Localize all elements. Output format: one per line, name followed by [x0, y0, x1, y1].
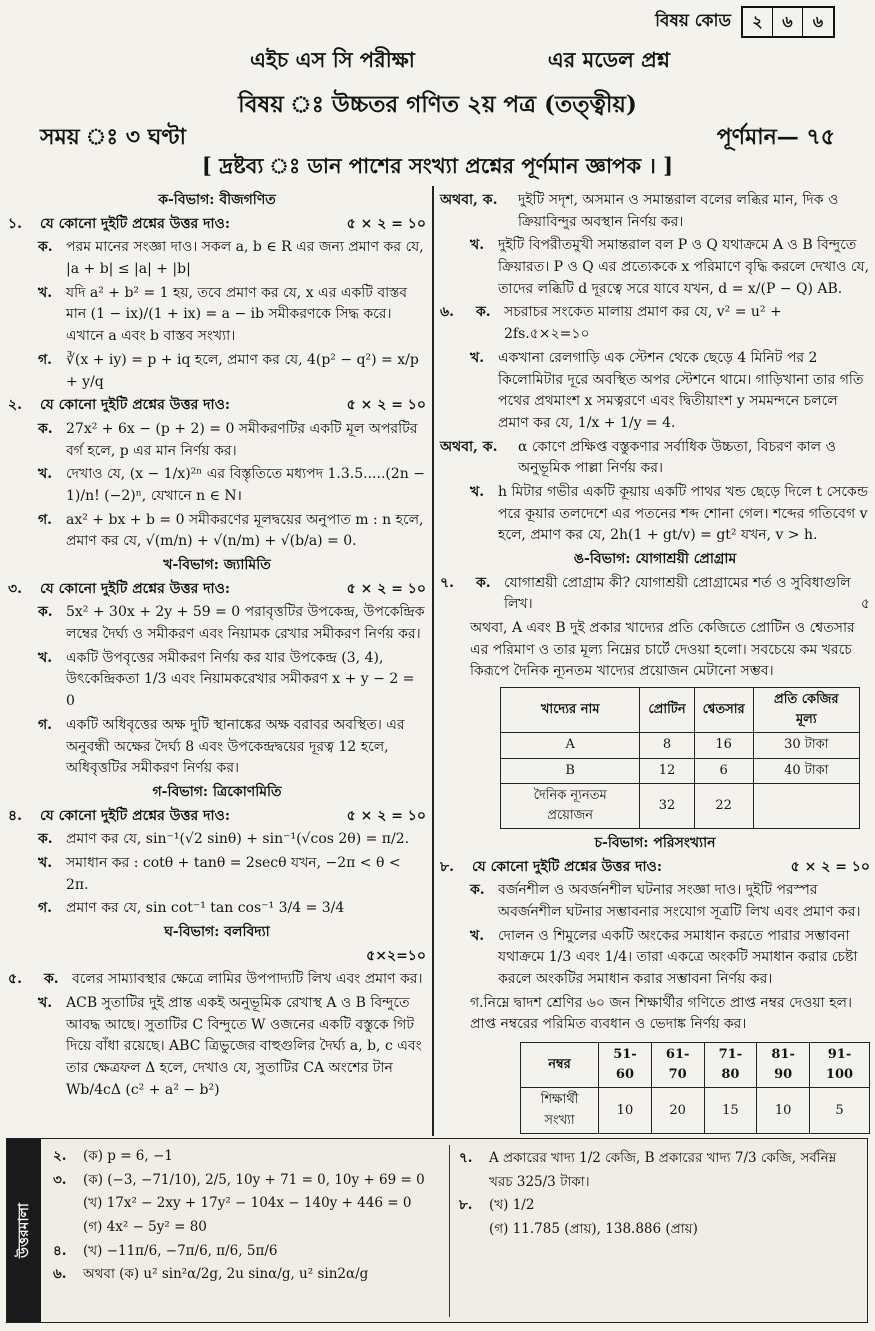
table-row	[521, 1088, 870, 1133]
sub-text: ∛(x + iy) = p + iq হলে, প্রমাণ কর যে, 4(p² − q²) = x/p + y/q	[66, 351, 419, 390]
full-marks: পূর্ণমান— ৭৫	[716, 124, 835, 150]
answer-list-right	[459, 1147, 849, 1242]
sub-question	[8, 993, 426, 1101]
sub-label: ক.	[44, 971, 59, 988]
sub-text: বর্জনশীল ও অবর্জনশীল ঘটনার সংজ্ঞা দাও। দুইটি পরস্পর অবর্জনশীল ঘটনার সম্ভাবনার সংযোগ সূত্রটি লিখ এবং প্রমাণ কর।	[498, 882, 861, 921]
table-header: প্রতি কেজির মূল্য	[753, 688, 859, 733]
answer-item	[53, 1263, 443, 1287]
exam-title-left: এইচ এস সি পরীক্ষা	[250, 47, 415, 72]
sub-label: ক.	[476, 304, 491, 321]
table-cell: 12	[640, 758, 694, 783]
table-cell: 22	[694, 783, 753, 828]
sub-question	[440, 302, 870, 345]
section-heading: ঘ-বিভাগ: বলবিদ্যা	[164, 924, 270, 940]
question-number: ২.	[8, 397, 22, 414]
table-cell: দৈনিক ন্যূনতম প্রয়োজন	[501, 783, 640, 828]
question-number: ৭.	[440, 574, 454, 591]
sub-text: দুইটি বিপরীতমুখী সমান্তরাল বল P ও Q যথাক্রমে A ও B বিন্দুতে ক্রিয়ারত। P ও Q এর প্রত্যেককে x পরিমাণে বৃদ্ধি করলে দেখাও যে, তাদের লব্ধিটি d দূরত্বে সরে যাবে যখন, d = x/(P − Q) AB.	[498, 237, 870, 297]
answer-text: (খ) 1/2	[489, 1197, 535, 1214]
sub-question	[440, 880, 870, 923]
sub-text: প্রমাণ কর যে, sin cot⁻¹ tan cos⁻¹ 3/4 = 3/4	[66, 900, 345, 917]
answer-item	[53, 1192, 443, 1216]
question-number: ৬.	[440, 304, 454, 321]
table-header: 51-60	[599, 1043, 652, 1088]
sub-label: খ.	[470, 927, 485, 944]
sub-question	[8, 853, 426, 896]
table-header: প্রোটিন	[640, 688, 694, 733]
table-cell: 10	[757, 1088, 810, 1133]
question-header	[8, 395, 426, 417]
exam-title-right: এর মডেল প্রশ্ন	[547, 47, 670, 72]
sub-question	[440, 482, 870, 547]
alt-question-text: অথবা, A এবং B দুই প্রকার খাদ্যের প্রতি কেজিতে প্রোটিন ও শ্বেতসার এর পরিমাণ ও তার মূল্য নিম্নের চার্টে দেওয়া হলো। সবচেয়ে কম খরচে কিরূপে দৈনিক ন্যূনতম খাদ্যের প্রয়োজন মেটানো সম্ভব।	[470, 620, 855, 680]
sub-question	[8, 829, 426, 851]
sub-question	[440, 190, 870, 233]
sub-question	[8, 283, 426, 348]
table-header: 61-70	[651, 1043, 704, 1088]
sub-label: গ.	[38, 351, 53, 368]
sub-label: খ.	[470, 483, 485, 500]
sub-label: খ.	[38, 649, 53, 666]
answer-item	[459, 1218, 849, 1242]
answer-item	[459, 1147, 849, 1194]
sub-question	[8, 898, 426, 920]
answer-text: (ক) p = 6, −1	[83, 1148, 173, 1164]
sub-question	[440, 926, 870, 991]
sub-label: গ.	[38, 900, 53, 917]
sub-text: দুইটি সদৃশ, অসমান ও সমান্তরাল বলের লব্ধির মান, দিক ও ক্রিয়াবিন্দুর অবস্থান নির্ণয় কর।	[518, 192, 839, 230]
answer-text: (খ) 17x² − 2xy + 17y² − 104x − 140y + 446 = 0	[83, 1195, 412, 1212]
sub-text: একখানা রেলগাড়ি এক স্টেশন থেকে ছেড়ে 4 মিনিট পর 2 কিলোমিটার দূরে অবস্থিত অপর স্টেশনে থামে। গাড়িখানা তার গতি পথের প্রথমাংশ x সমত্বরণে এবং দ্বিতীয়াংশ y সমমন্দনে চললে প্রমাণ কর যে, 1/x + 1/y = 4.	[498, 349, 864, 431]
sub-text: ax² + bx + b = 0 সমীকরণের মূলদ্বয়ের অনুপাত m : n হলে, প্রমাণ কর যে, √(m/n) + √(n/m) + √(b/a) = 0.	[66, 511, 424, 550]
question-header	[440, 857, 870, 879]
sub-label: গ.	[38, 511, 53, 528]
marks-table	[520, 1042, 870, 1134]
sub-text: একটি অধিবৃত্তের অক্ষ দুটি স্থানাঙ্কের অক্ষ বরাবর অবস্থিত। এর অনুবন্ধী অক্ষের দৈর্ঘ্য 8 এবং উপকেন্দ্রদ্বয়ের দূরত্ব 12 হলে, অধিবৃত্তটির সমীকরণ নির্ণয় কর।	[66, 716, 405, 777]
table-header-row	[501, 688, 860, 733]
sub-label: ক.	[38, 604, 53, 621]
question-instruction: যে কোনো দুইটি প্রশ্নের উত্তর দাও:	[471, 858, 663, 875]
sub-text	[504, 573, 870, 616]
subject-title: বিষয় ঃ উচ্চতর গণিত ২য় পত্র (তত্ত্বীয়)	[238, 91, 637, 118]
answer-text: (গ) 4x² − 5y² = 80	[83, 1218, 207, 1235]
sub-text: সমাধান কর : cotθ + tanθ = 2secθ যখন, −2π < θ < 2π.	[66, 854, 401, 893]
sub-text: ACB সুতাটির দুই প্রান্ত একই অনুভূমিক রেখাস্থ A ও B বিন্দুতে আবদ্ধ আছে। সুতাটির C বিন্দুতে W ওজনের একটি বস্তুকে গিট দিয়ে বাঁধা রয়েছে। ABC ত্রিভুজের বাহুগুলির দৈর্ঘ্য a, b, c এবং তার ক্ষেত্রফল Δ হলে, দেখাও যে, সুতাটির CA অংশের টান Wb/4cΔ (c² + a² − b²)	[66, 995, 422, 1098]
section-heading: চ-বিভাগ: পরিসংখ্যান	[594, 834, 716, 851]
question-header	[8, 579, 426, 601]
sub-label: অথবা, ক.	[440, 438, 498, 455]
table-row	[501, 758, 860, 783]
code-digit: ৬	[812, 11, 824, 31]
sub-question	[440, 235, 870, 300]
sub-text: 5x² + 30x + 2y + 59 = 0 পরাবৃত্তটির উপকেন্দ্র, উপকেন্দ্রিক লম্বের দৈর্ঘ্য ও সমীকরণ এবং নিয়ামক রেখার সমীকরণ নির্ণয় কর।	[66, 604, 425, 643]
section-heading: ঙ-বিভাগ: যোগাশ্রয়ী প্রোগ্রাম	[573, 551, 737, 567]
sub-label: ক.	[476, 574, 491, 591]
exam-time: সময় ঃ ৩ ঘণ্টা	[40, 124, 186, 150]
sub-question	[8, 464, 426, 507]
section-heading: গ-বিভাগ: ত্রিকোণমিতি	[152, 783, 282, 800]
answer-number: ৩.	[53, 1171, 67, 1188]
sub-question	[440, 573, 870, 616]
subject-code-box	[655, 6, 835, 38]
sub-question: গ.নিম্নে দ্বাদশ শ্রেণির ৬০ জন শিক্ষার্থীর গণিতে প্রাপ্ত নম্বর দেওয়া হল। প্রাপ্ত নম্বরের পরিমিত ব্যবধান ও ভেদাঙ্ক নির্ণয় কর।	[470, 994, 852, 1033]
section-heading: খ-বিভাগ: জ্যামিতি	[163, 557, 271, 573]
answer-item	[53, 1169, 443, 1193]
sub-text: 27x² + 6x − (p + 2) = 0 সমীকরণটির একটি মূল অপরটির বর্গ হলে, p এর মান নির্ণয় কর।	[66, 420, 418, 459]
sub-text: যদি a² + b² = 1 হয়, তবে প্রমাণ কর যে, x এর একটি বাস্তব মান (1 − ix)/(1 + ix) = a − ib সমীকরণকে সিদ্ধ করে। এখানে a এবং b বাস্তব সংখ্যা।	[66, 284, 408, 345]
sub-label: খ.	[38, 466, 53, 483]
question-header	[8, 806, 426, 828]
food-table	[500, 687, 860, 829]
question-instruction: যে কোনো দুইটি প্রশ্নের উত্তর দাও:	[39, 580, 231, 597]
sub-text: দেখাও যে, (x − 1/x)²ⁿ এর বিস্তৃতিতে মধ্যপদ 1.3.5.....(2n − 1)/n! (−2)ⁿ, যেখানে n ∈ N।	[66, 466, 425, 504]
answer-number: ৮.	[459, 1197, 473, 1214]
table-header: খাদ্যের নাম	[501, 688, 640, 733]
table-cell: 20	[651, 1088, 704, 1133]
question-number: ৮.	[440, 858, 454, 875]
sub-label: খ.	[38, 995, 53, 1012]
question-instruction: যে কোনো দুইটি প্রশ্নের উত্তর দাও:	[39, 215, 231, 232]
table-cell: 40 টাকা	[753, 758, 859, 783]
table-cell: 8	[640, 733, 694, 758]
sub-text: দোলন ও শিমুলের একটি অংকের সমাধান করতে পারার সম্ভাবনা যথাক্রমে 1/3 এবং 1/4। তারা একত্রে অংকটি সমাধান করার চেষ্টা করলে অংকটির সমাধান করার সম্ভাবনা নির্ণয় কর।	[498, 927, 858, 988]
question-number: ৩.	[8, 580, 22, 597]
question-marks: ৫ × ২ = ১০	[346, 807, 426, 824]
answer-text: A প্রকারের খাদ্য 1/2 কেজি, B প্রকারের খাদ্য 7/3 কেজি, সর্বনিম্ন খরচ 325/3 টাকা।	[489, 1150, 837, 1190]
question-marks: ৫ × ২ = ১০	[346, 215, 426, 232]
answer-item	[53, 1145, 443, 1169]
answer-list-left	[53, 1145, 443, 1287]
sub-label: ক.	[38, 420, 53, 437]
table-header-row	[521, 1043, 870, 1088]
question-header	[8, 214, 426, 236]
sub-question	[440, 437, 870, 480]
question-marks: ৫ × ২ = ১০	[790, 858, 870, 875]
sub-text: বলের সাম্যাবস্থার ক্ষেত্রে লামির উপপাদ্যটি লিখ এবং প্রমাণ কর।	[72, 971, 423, 988]
column-divider	[432, 186, 434, 1136]
table-cell: 30 টাকা	[753, 733, 859, 758]
table-cell	[753, 783, 859, 828]
answer-text: অথবা (ক) u² sin²α/2g, 2u sinα/g, u² sin2α/g	[83, 1266, 369, 1283]
sub-label: ক.	[470, 882, 485, 899]
sub-text: পরম মানের সংজ্ঞা দাও। সকল a, b ∈ R এর জন্য প্রমাণ কর যে, |a + b| ≤ |a| + |b|	[66, 239, 424, 278]
sub-label: ক.	[38, 831, 53, 848]
table-row	[501, 783, 860, 828]
section-heading: ক-বিভাগ: বীজগণিত	[158, 192, 276, 208]
table-cell: 10	[599, 1088, 652, 1133]
code-digit: ২	[743, 8, 773, 36]
table-header: নম্বর	[521, 1043, 599, 1088]
table-cell: 6	[694, 758, 753, 783]
table-cell: 5	[809, 1088, 869, 1133]
sub-label: খ.	[470, 237, 485, 254]
sub-marks: ৫	[860, 596, 870, 613]
question-instruction: যে কোনো দুইটি প্রশ্নের উত্তর দাও:	[39, 397, 231, 414]
answer-number	[459, 1218, 481, 1242]
exam-title	[250, 44, 670, 79]
answer-key-label: উত্তরমালা	[16, 1203, 32, 1258]
sub-text: সচরাচর সংকেত মালায় প্রমাণ কর যে, v² = u² + 2fs.৫×২=১০	[504, 304, 782, 343]
sub-question	[8, 350, 426, 393]
sub-label: খ.	[38, 284, 53, 301]
answer-text: (গ) 11.785 (প্রায়), 138.886 (প্রায়)	[489, 1220, 698, 1237]
question-marks: ৫×২=১০	[366, 947, 426, 964]
subject-code-digits	[741, 6, 835, 38]
sub-question	[8, 648, 426, 713]
answer-number: ৬.	[53, 1266, 67, 1283]
sub-question	[8, 969, 426, 991]
question-marks: ৫ × ২ = ১০	[346, 580, 426, 597]
sub-question	[8, 237, 426, 280]
question-number: ৫.	[8, 971, 22, 988]
table-cell: B	[501, 758, 640, 783]
subject-code-label: বিষয় কোড	[655, 11, 731, 31]
instruction-note: [ দ্রষ্টব্য ঃ ডান পাশের সংখ্যা প্রশ্নের পূর্ণমান জ্ঞাপক । ]	[201, 153, 674, 178]
answer-number: ৪.	[53, 1242, 67, 1259]
table-cell: 16	[694, 733, 753, 758]
sub-text-body: যোগাশ্রয়ী প্রোগ্রাম কী? যোগাশ্রয়ী প্রোগ্রামের শর্ত ও সুবিধাগুলি লিখ।	[504, 574, 851, 613]
answer-item	[53, 1216, 443, 1240]
right-column	[440, 188, 870, 1134]
sub-label: ক.	[38, 239, 53, 256]
sub-question	[440, 348, 870, 435]
table-header: শ্বেতসার	[694, 688, 753, 733]
question-number: ৪.	[8, 807, 22, 824]
answer-divider	[449, 1145, 450, 1317]
table-cell: 15	[704, 1088, 757, 1133]
answer-key-panel	[6, 1138, 868, 1323]
sub-question	[8, 419, 426, 462]
sub-text: α কোণে প্রক্ষিপ্ত বস্তুকণার সর্বাধিক উচ্চতা, বিচরণ কাল ও অনুভূমিক পাল্লা নির্ণয় কর।	[518, 438, 836, 477]
sub-question	[8, 602, 426, 645]
sub-text: প্রমাণ কর যে, sin⁻¹(√2 sinθ) + sin⁻¹(√cos 2θ) = π/2.	[66, 831, 410, 848]
question-marks: ৫ × ২ = ১০	[346, 397, 426, 414]
table-cell: A	[501, 733, 640, 758]
question-number: ১.	[8, 215, 22, 232]
answer-item	[459, 1194, 849, 1218]
table-cell: শিক্ষার্থী সংখ্যা	[521, 1088, 599, 1133]
sub-text: h মিটার গভীর একটি কূয়ায় একটি পাথর খন্ড ছেড়ে দিলে t সেকেন্ড পরে কূয়ার তলদেশে এর পতনের শব্দ শোনা গেল। শব্দের গতিবেগ v হলে, প্রমাণ কর যে, 2h(1 + gt/v) = gt² যখন, v > h.	[498, 483, 869, 544]
sub-text: একটি উপবৃত্তের সমীকরণ নির্ণয় কর যার উপকেন্দ্র (3, 4), উৎকেন্দ্রিকতা 1/3 এবং নিয়ামকরেখার সমীকরণ x + y − 2 = 0	[66, 649, 415, 710]
table-header: 71-80	[704, 1043, 757, 1088]
sub-label: খ.	[38, 854, 53, 871]
question-instruction: যে কোনো দুইটি প্রশ্নের উত্তর দাও:	[39, 807, 231, 824]
answer-text: (খ) −11π/6, −7π/6, π/6, 5π/6	[83, 1242, 278, 1259]
sub-label: গ.	[38, 716, 53, 733]
answer-number: ৭.	[459, 1150, 473, 1166]
answer-number	[53, 1216, 75, 1240]
sub-question	[8, 715, 426, 780]
table-header: 81-90	[757, 1043, 810, 1088]
answer-key-tab	[7, 1139, 41, 1322]
table-header: 91-100	[809, 1043, 869, 1088]
code-digit: ৬	[773, 8, 803, 36]
left-column	[8, 188, 426, 1104]
sub-question	[8, 510, 426, 553]
answer-item	[53, 1240, 443, 1264]
sub-label: অথবা, ক.	[440, 192, 498, 208]
table-row	[501, 733, 860, 758]
table-cell: 32	[640, 783, 694, 828]
sub-label: খ.	[470, 349, 485, 366]
answer-text: (ক) (−3, −71/10), 2/5, 10y + 71 = 0, 10y + 69 = 0	[83, 1171, 425, 1188]
answer-number	[53, 1192, 75, 1216]
answer-number: ২.	[53, 1148, 67, 1164]
